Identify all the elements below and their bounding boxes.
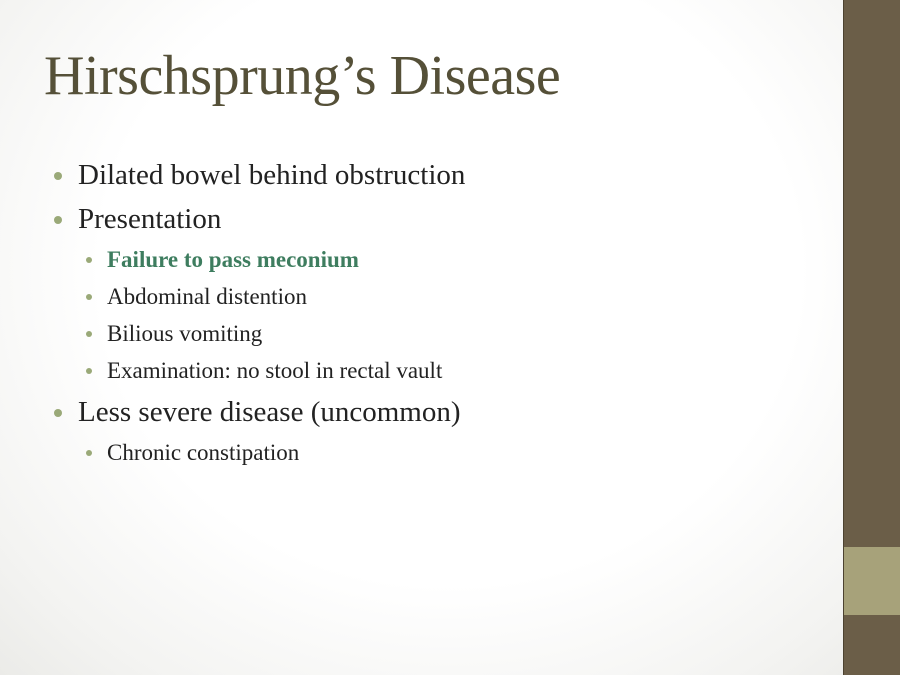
sub-bullet-item (107, 358, 442, 384)
bullet-item (78, 396, 461, 429)
bullet-dot-icon (86, 368, 92, 374)
bullet-text: Abdominal distention (107, 284, 307, 309)
bullet-text: Examination: no stool in rectal vault (107, 358, 443, 383)
bullet-item (78, 203, 221, 236)
bullet-dot-icon (86, 294, 92, 300)
bullet-dot-icon (54, 172, 62, 180)
bullet-dot-icon (86, 450, 92, 456)
bullet-text: Less severe disease (uncommon) (78, 396, 461, 428)
side-accent-block (843, 547, 900, 615)
bullet-text: Bilious vomiting (107, 321, 263, 346)
bullet-text: Presentation (78, 203, 222, 235)
slide-title: Hirschsprung’s Disease (44, 45, 561, 107)
sub-bullet-item (107, 440, 299, 466)
bullet-text: Chronic constipation (107, 440, 300, 465)
bullet-dot-icon (86, 257, 92, 263)
bullet-dot-icon (86, 331, 92, 337)
bullet-dot-icon (54, 216, 62, 224)
sub-bullet-item (107, 247, 359, 273)
bullet-text: Dilated bowel behind obstruction (78, 159, 466, 191)
sub-bullet-item (107, 321, 262, 347)
bullet-item (78, 159, 465, 192)
bullet-text-highlighted: Failure to pass meconium (107, 247, 359, 272)
sub-bullet-item (107, 284, 307, 310)
bullet-dot-icon (54, 409, 62, 417)
